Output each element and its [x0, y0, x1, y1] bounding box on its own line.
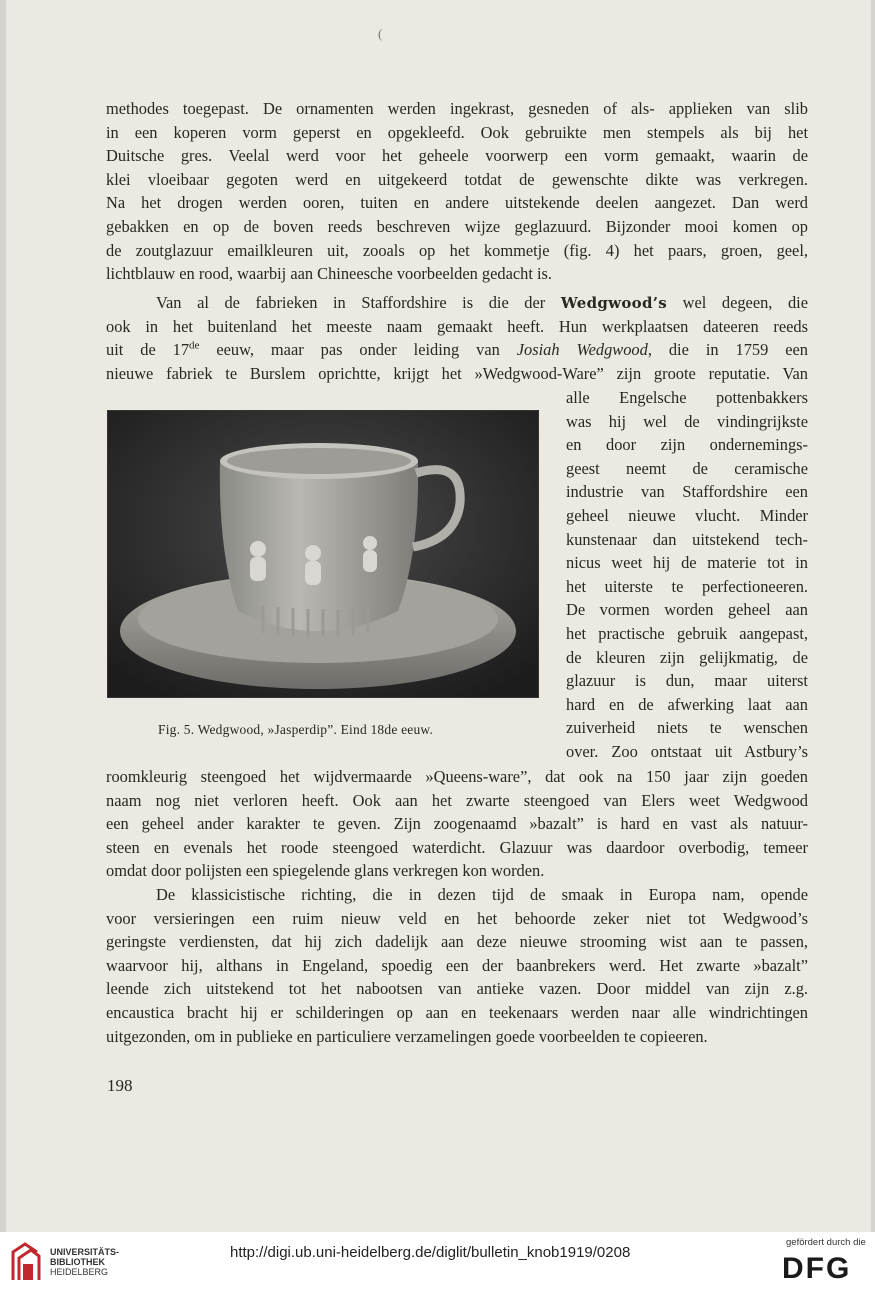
side-line: alle Engelsche pottenbakkers [566, 388, 808, 407]
p3-line: waarvoor hij, althans in Engeland, spoedig een der baanbrekers werd. Het zwarte »bazalt” [106, 955, 808, 975]
jasperware-cup-image [108, 411, 539, 698]
p1-line: lichtblauw en rood, waarbij aan Chineesche voorbeelden gedacht is. [106, 264, 553, 284]
p3-line: voor versieringen een ruim nieuw veld en het behoorde zeker niet tot Wedgwood’s [106, 908, 808, 928]
wedgwood-blackletter: Wedgwood’s [560, 294, 668, 312]
figure-caption: Fig. 5. Wedgwood, »Jasperdip”. Eind 18de eeuw. [158, 722, 434, 737]
side-line: industrie van Staffordshire een [566, 482, 808, 502]
side-line: geheel nieuwe vlucht. Minder [566, 505, 808, 525]
p3-line: leende zich uitstekend tot het nabootsen van antieke vazen. Door middel van zijn z.g. [106, 979, 808, 999]
p3-line: uitgezonden, om in publieke en particuliere verzamelingen goede voorbeelden te copieeren. [106, 1026, 708, 1046]
josiah-wedgwood-name: Josiah Wedgwood [516, 340, 648, 360]
p2-line-3: uit de 17de eeuw, maar pas onder leiding van Josiah Wedgwood, die in 1759 een [106, 339, 808, 360]
p2-line-1: Van al de fabrieken in Staffordshire is die der Wedgwood’s wel degeen, die [156, 293, 808, 312]
p1-line: gebakken en op de boven reeds beschreven wijze geglazuurd. Bijzonder mooi komen op [106, 216, 808, 236]
sponsor-text: gefördert durch die [786, 1237, 866, 1248]
p1-line: in een koperen vorm geperst en opgekleefd. Ook gebruikte men stempels als bij het [106, 122, 808, 142]
p1-line: methodes toegepast. De ornamenten werden ingekrast, gesneden of als- applieken van slib [106, 99, 808, 118]
digital-library-footer [0, 1232, 875, 1294]
permalink-url[interactable]: http://digi.ub.uni-heidelberg.de/diglit/bulletin_knob1919/0208 [230, 1244, 631, 1261]
paragraph-2-intro [106, 291, 808, 385]
side-line: kunstenaar dan uitstekend tech- [566, 529, 808, 549]
side-line: de kleuren zijn gelijkmatig, de [566, 647, 808, 667]
p2-line-2: ook in het buitenland het meeste naam gemaakt heeft. Hun werkplaatsen dateeren reeds [106, 316, 808, 336]
side-line: De vormen worden geheel aan [566, 600, 808, 620]
p2rest-line: omdat door polijsten een spiegelende glans verkregen kon worden. [106, 861, 545, 881]
p1-line: klei vloeibaar gegoten werd en uitgekeerd totdat de gewenschte dikte was verkregen. [106, 169, 808, 189]
side-line: over. Zoo ontstaat uit Astbury’s [566, 741, 808, 761]
page-number: 198 [107, 1076, 133, 1095]
p2rest-line: een geheel ander karakter te geven. Zijn zoogenaamd »bazalt” is hard en vast als natuur- [106, 814, 808, 834]
p3-line: geringste verdiensten, dat hij zich dadelijk aan deze nieuwe strooming wist aan te passen, [106, 932, 808, 952]
figure-5-photo [107, 410, 539, 698]
p1-line: Na het drogen werden ooren, tuiten en andere uitstekende deelen aangezet. Dan werd [106, 193, 808, 213]
p3-line: De klassicistische richting, die in dezen tijd de smaak in Europa nam, opende [156, 885, 808, 904]
side-line: glazuur is dun, maar uiterst [566, 671, 808, 691]
side-line: hard en de afwerking laat aan [566, 694, 808, 714]
p1-line: de zoutglazuur emailkleuren uit, zooals op het kommetje (fig. 4) het paars, groen, geel, [106, 240, 808, 260]
p1-line: Duitsche gres. Veelal werd voor het geheele voorwerp een vorm gemaakt, waarin de [106, 146, 808, 166]
p2rest-line: naam nog niet verloren heeft. Ook aan het zwarte steengoed van Elers weet Wedgwood [106, 790, 808, 810]
side-line: en door zijn ondernemings- [566, 435, 808, 455]
side-line: geest neemt de ceramische [566, 458, 808, 478]
side-line: het uiterste te perfectioneeren. [566, 576, 808, 596]
paragraph-1 [106, 97, 808, 286]
dfg-logo: DFG [782, 1252, 852, 1285]
library-name: UNIVERSITÄTS- BIBLIOTHEK HEIDELBERG [50, 1247, 120, 1277]
p2rest-line: roomkleurig steengoed het wijdvermaarde »Queens-ware”, dat ook na 150 jaar zijn goeden [106, 767, 808, 786]
p3-line: encaustica bracht hij er schilderingen op aan en teekenaars werden naar alle windrichtingen [106, 1002, 808, 1022]
p2rest-line: steen en evenals het roode steengoed waterdicht. Glazuur was daardoor overbodig, temeer [106, 837, 808, 857]
side-line: het practische gebruik aangepast, [566, 623, 808, 643]
side-line: nicus weet hij de materie tot in [566, 553, 808, 573]
paragraph-3 [106, 883, 808, 1048]
p2-line-4: nieuwe fabriek te Burslem oprichtte, krijgt het »Wedgwood-Ware” zijn groote reputatie. Van [106, 363, 808, 383]
side-line: zuiverheid niets te wenschen [566, 718, 808, 738]
page-mark: ( [378, 26, 383, 41]
university-library-logo-icon [9, 1240, 43, 1284]
side-column-text [566, 386, 808, 764]
side-line: was hij wel de vindingrijkste [566, 411, 808, 431]
paragraph-2-continuation [106, 765, 808, 883]
